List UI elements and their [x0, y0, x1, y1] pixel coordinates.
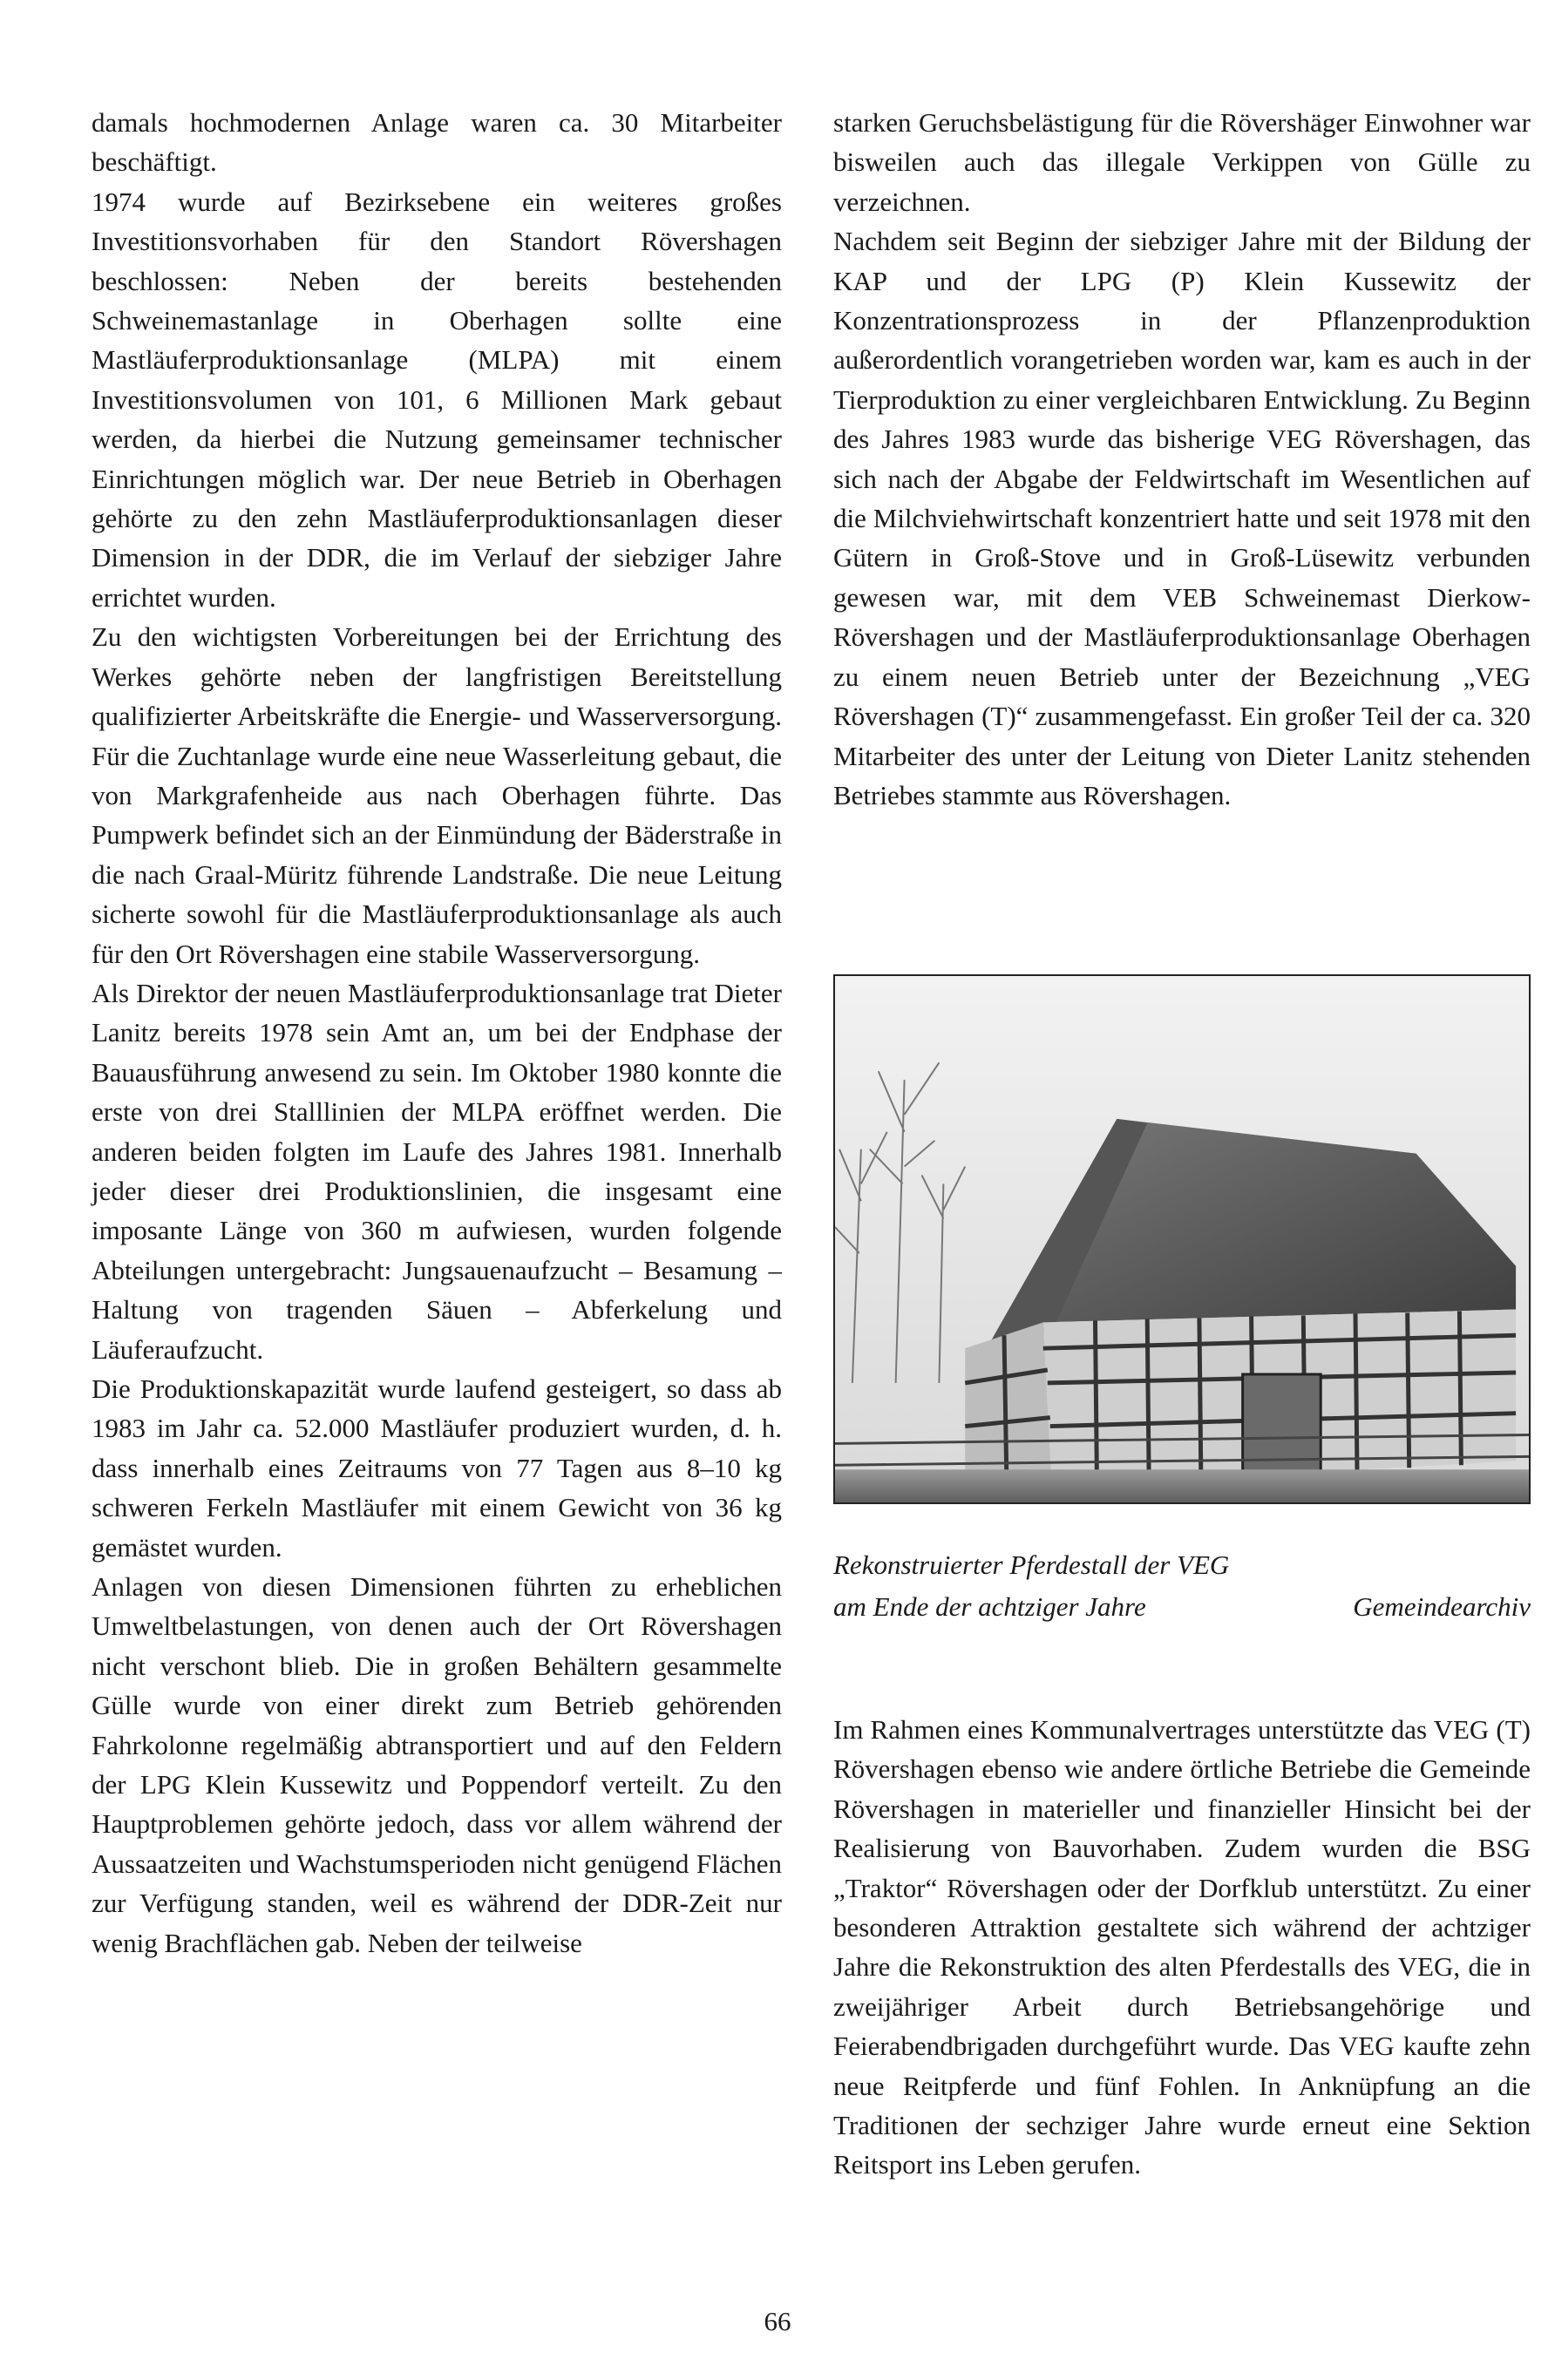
- paragraph: Als Direktor der neuen Mastläuferproduktionsanlage trat Dieter Lanitz bereits 1978 sein Amt an, um bei der Endphase der Bauausführung anwesend zu sein. Im Oktober 1980 konnte die erste von drei Stalllinien der MLPA eröffnet werden. Die anderen beiden folgten im Laufe des Jahres 1981. Innerhalb jeder dieser drei Produktionslinien, die insgesamt eine imposante Länge von 360 m aufwiesen, wurden folgende Abteilungen untergebracht: Jungsauenaufzucht – Besamung – Haltung von tragenden Säuen – Abferkelung und Läuferaufzucht.: [92, 977, 782, 1365]
- left-column: [92, 103, 782, 1963]
- figure-caption: [833, 1544, 1531, 1628]
- paragraph: Die Produktionskapazität wurde laufend gesteigert, so dass ab 1983 im Jahr ca. 52.000 Mastläufer produziert wurden, d. h. dass innerhalb eines Zeitraums von 77 Tagen aus 8–10 kg schweren Ferkeln Mastläufer mit einem Gewicht von 36 kg gemästet wurden.: [92, 1373, 782, 1563]
- paragraph: starken Geruchsbelästigung für die Rövershäger Einwohner war bisweilen auch das illegale Verkippen von Gülle zu verzeichnen.: [833, 107, 1531, 217]
- caption-text: am Ende der achtziger Jahre: [833, 1591, 1146, 1622]
- barn-photo-illustration: [835, 976, 1529, 1502]
- right-column-lower: [833, 1710, 1531, 2185]
- paragraph: Zu den wichtigsten Vorbereitungen bei der Errichtung des Werkes gehörte neben der langfristigen Bereitstellung qualifizierter Arbeitskräfte die Energie- und Wasserversorgung. Für die Zuchtanlage wurde eine neue Wasserleitung gebaut, die von Markgrafenheide aus nach Oberhagen führte. Das Pumpwerk befindet sich an der Einmündung der Bäderstraße in die nach Graal-Müritz führende Landstraße. Die neue Leitung sicherte sowohl für die Mastläuferproduktionsanlage als auch für den Ort Rövershagen eine stabile Wasserversorgung.: [92, 621, 782, 969]
- paragraph: Anlagen von diesen Dimensionen führten zu erheblichen Umweltbelastungen, von denen auch der Ort Rövershagen nicht verschont blieb. Die in großen Behältern gesammelte Gülle wurde von einer direkt zum Betrieb gehörenden Fahrkolonne regelmäßig abtransportiert und auf den Feldern der LPG Klein Kussewitz und Poppendorf verteilt. Zu den Hauptproblemen gehörte jedoch, dass vor allem während der Aussaatzeiten und Wachstumsperioden nicht genügend Flächen zur Verfügung standen, weil es während der DDR-Zeit nur wenig Brachflächen gab. Neben der teilweise: [92, 1571, 782, 1958]
- right-column-upper: [833, 103, 1531, 815]
- barn-photo: [833, 974, 1531, 1504]
- page-number: 66: [764, 2306, 791, 2336]
- caption-line-1: Rekonstruierter Pferdestall der VEG: [833, 1549, 1230, 1580]
- paragraph: damals hochmodernen Anlage waren ca. 30 Mitarbeiter beschäftigt.: [92, 107, 782, 178]
- paragraph: Nachdem seit Beginn der siebziger Jahre mit der Bildung der KAP und der LPG (P) Klein Kussewitz der Konzentrationsprozess in der Pflanzenproduktion außerordentlich vorangetrieben worden war, kam es auch in der Tierproduktion zu einer vergleichbaren Entwicklung. Zu Beginn des Jahres 1983 wurde das bisherige VEG Rövershagen, das sich nach der Abgabe der Feldwirtschaft im Wesentlichen auf die Milchviehwirtschaft konzentriert hatte und seit 1978 mit den Gütern in Groß-Stove und in Groß-Lüsewitz verbunden gewesen war, mit dem VEB Schweinemast Dierkow-Rövershagen und der Mastläuferproduktionsanlage Oberhagen zu einem neuen Betrieb unter der Bezeichnung „VEG Rövershagen (T)“ zusammengefasst. Ein großer Teil der ca. 320 Mitarbeiter des unter der Leitung von Dieter Lanitz stehenden Betriebes stammte aus Rövershagen.: [833, 226, 1531, 810]
- paragraph: Im Rahmen eines Kommunalvertrages unterstützte das VEG (T) Rövershagen ebenso wie andere örtliche Betriebe die Gemeinde Rövershagen in materieller und finanzieller Hinsicht bei der Realisierung von Bauvorhaben. Zudem wurden die BSG „Traktor“ Rövershagen oder der Dorfklub unterstützt. Zu einer besonderen Attraktion gestaltete sich während der achtziger Jahre die Rekonstruktion des alten Pferdestalls des VEG, die in zweijähriger Arbeit durch Betriebsangehörige und Feierabendbrigaden durchgeführt wurde. Das VEG kaufte zehn neue Reitpferde und fünf Fohlen. In Anknüpfung an die Traditionen der sechziger Jahre wurde erneut eine Sektion Reitsport ins Leben gerufen.: [833, 1714, 1531, 2180]
- caption-credit: Gemeindearchiv: [1353, 1591, 1531, 1622]
- caption-line-2: [833, 1586, 1531, 1628]
- paragraph: 1974 wurde auf Bezirksebene ein weiteres großes Investitionsvorhaben für den Standort Rövershagen beschlossen: Neben der bereits bestehenden Schweinemastanlage in Oberhagen sollte eine Mastläuferproduktionsanlage (MLPA) mit einem Investitionsvolumen von 101, 6 Millionen Mark gebaut werden, da hierbei die Nutzung gemeinsamer technischer Einrichtungen möglich war. Der neue Betrieb in Oberhagen gehörte zu den zehn Mastläuferproduktionsanlagen dieser Dimension in der DDR, die im Verlauf der siebziger Jahre errichtet wurden.: [92, 186, 782, 613]
